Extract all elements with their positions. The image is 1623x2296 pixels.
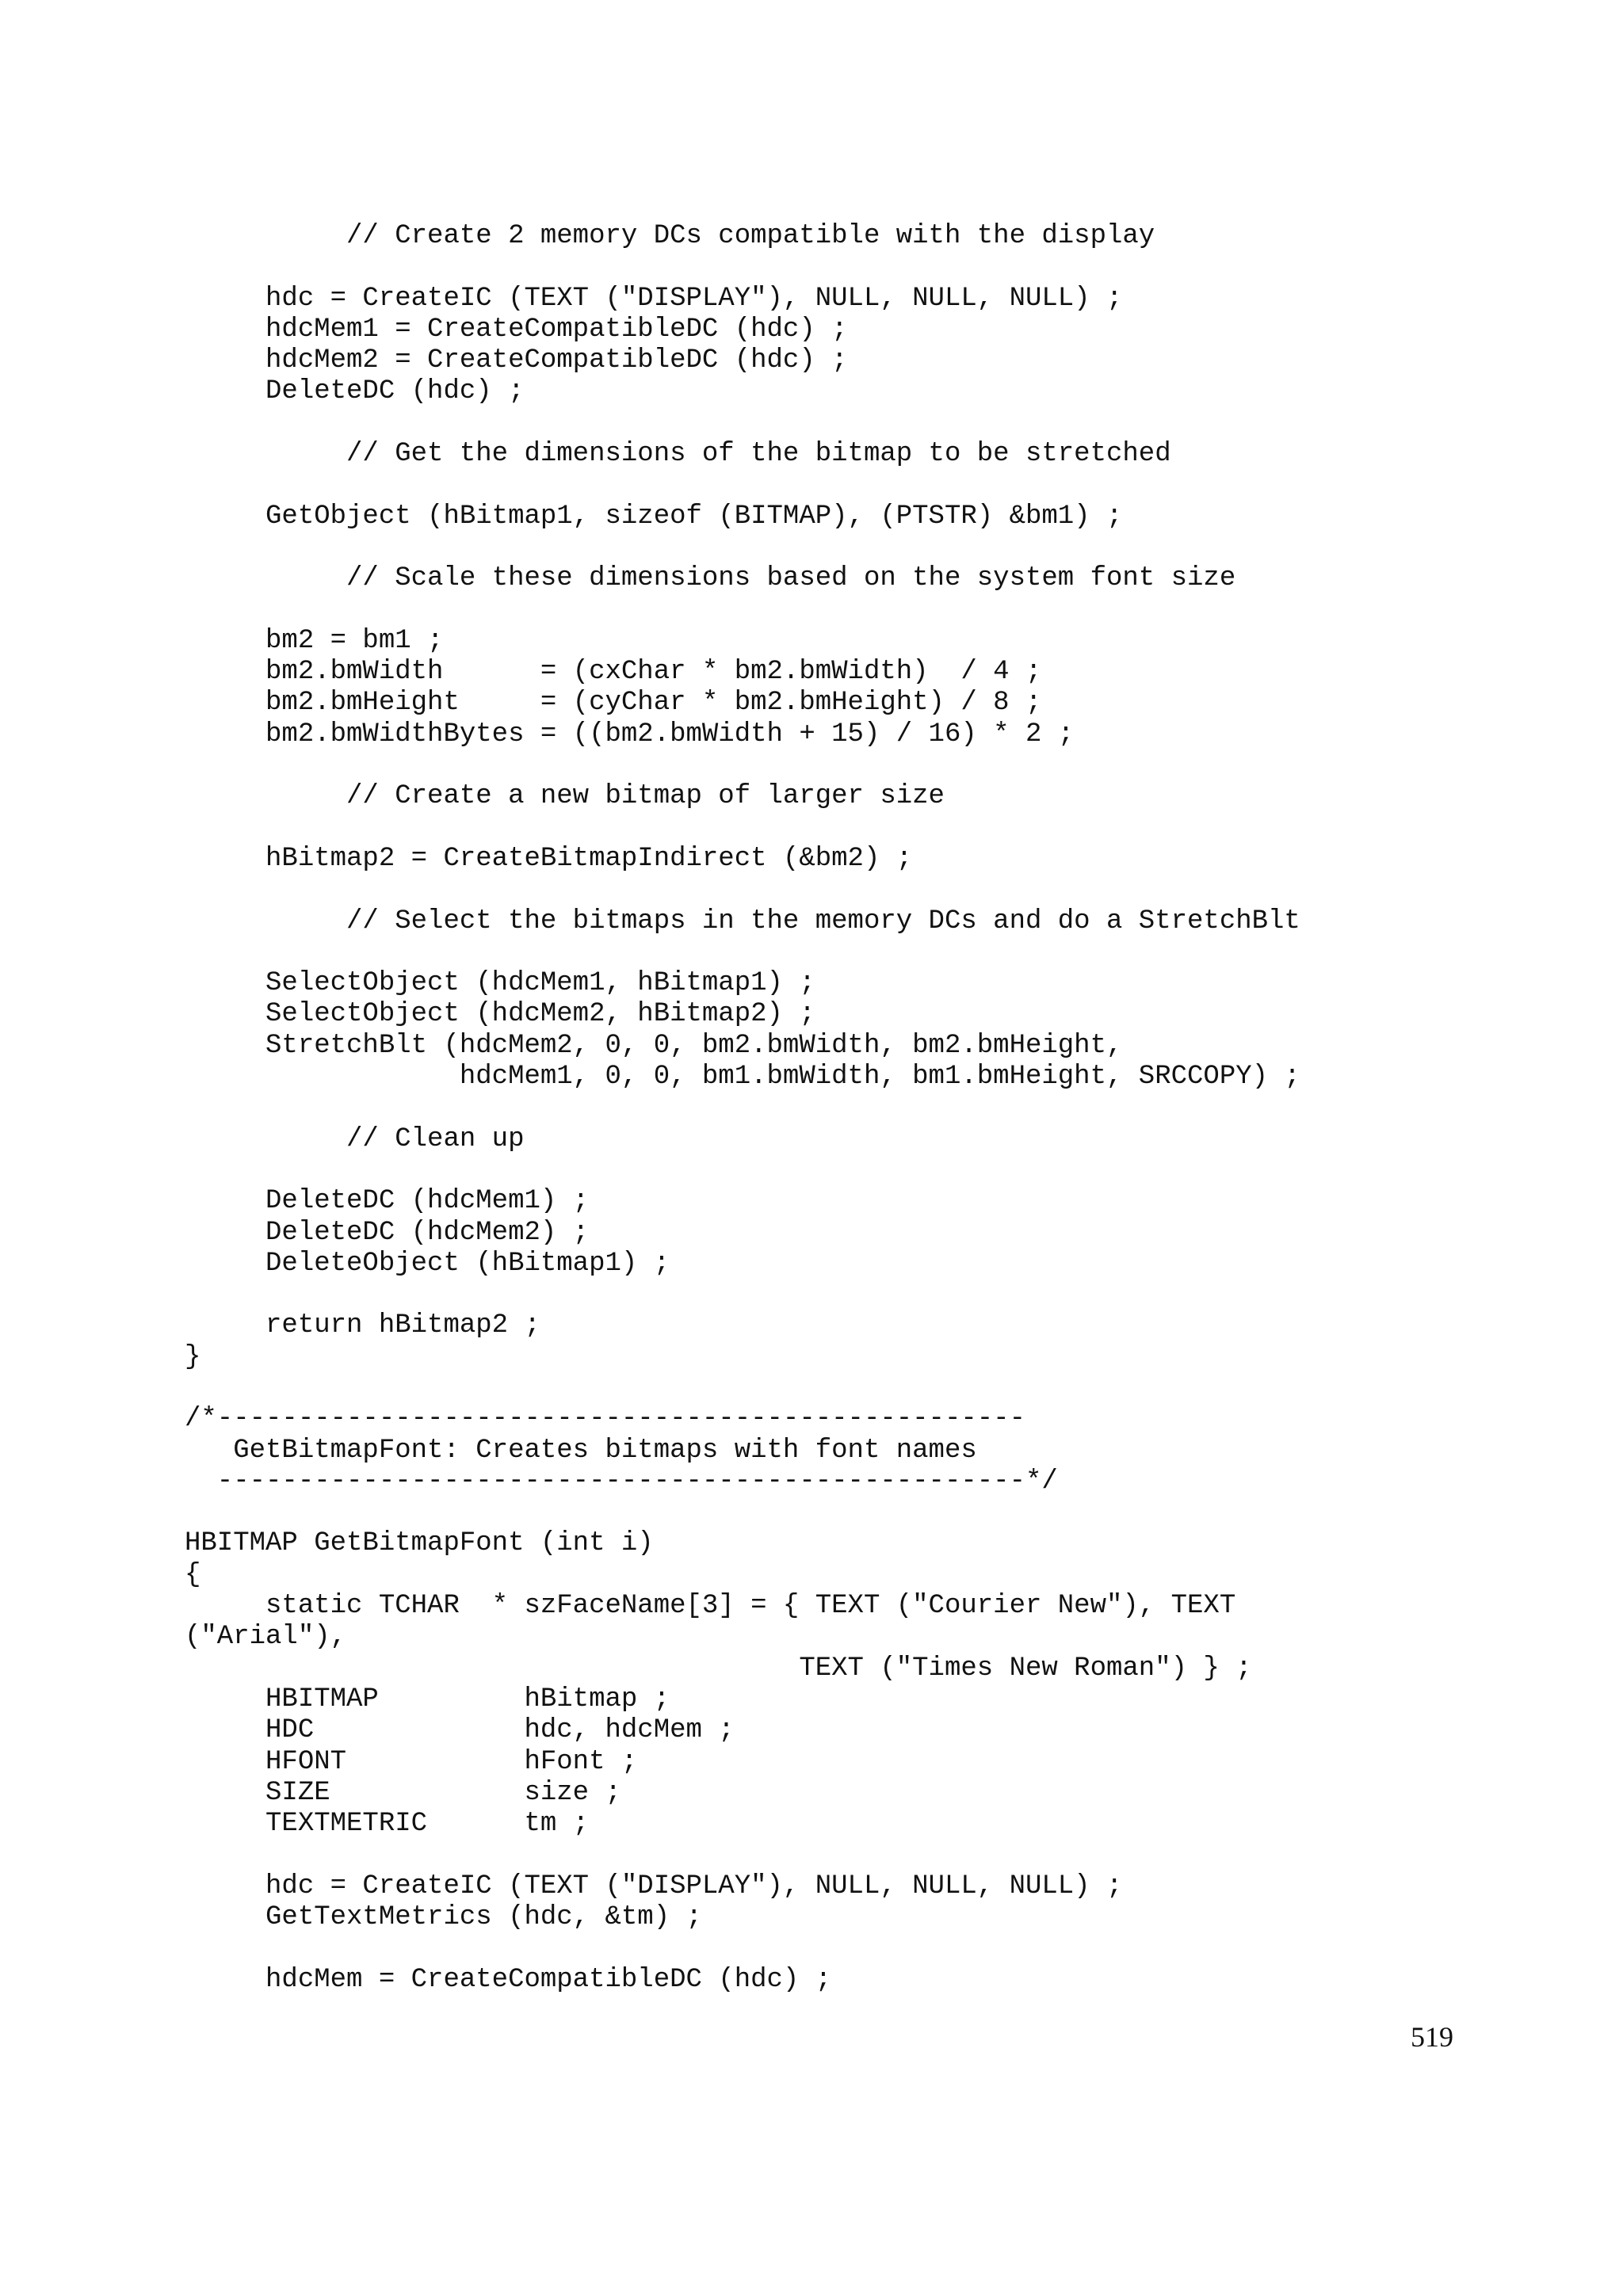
code-line — [185, 252, 1564, 283]
code-line: GetObject (hBitmap1, sizeof (BITMAP), (PTSTR) &bm1) ; — [185, 501, 1123, 532]
code-listing — [185, 221, 1564, 1996]
code-line: // Get the dimensions of the bitmap to be stretched — [185, 439, 1171, 470]
code-line — [185, 1933, 1564, 1964]
code-line: // Select the bitmaps in the memory DCs and do a StretchBlt — [185, 906, 1300, 936]
code-line: bm2.bmHeight = (cyChar * bm2.bmHeight) / 8 ; — [185, 688, 1042, 719]
code-line: hdcMem2 = CreateCompatibleDC (hdc) ; — [185, 345, 848, 376]
code-line — [185, 408, 1564, 439]
code-line: // Clean up — [185, 1123, 525, 1154]
code-line — [185, 532, 1564, 563]
code-line: // Scale these dimensions based on the system font size — [185, 563, 1236, 594]
code-line — [185, 875, 1564, 906]
code-line — [185, 470, 1564, 501]
code-line: hdcMem1, 0, 0, bm1.bmWidth, bm1.bmHeight, SRCCOPY) ; — [185, 1062, 1300, 1093]
code-line: DeleteDC (hdc) ; — [185, 376, 525, 407]
code-line: hBitmap2 = CreateBitmapIndirect (&bm2) ; — [185, 843, 913, 874]
code-line: hdc = CreateIC (TEXT ("DISPLAY"), NULL, NULL, NULL) ; — [185, 1871, 1123, 1901]
code-line — [185, 1093, 1564, 1123]
code-line: SelectObject (hdcMem2, hBitmap2) ; — [185, 999, 815, 1030]
code-line — [185, 1497, 1564, 1528]
code-line: hdcMem = CreateCompatibleDC (hdc) ; — [185, 1964, 832, 1995]
code-line: HDC hdc, hdcMem ; — [185, 1715, 735, 1746]
code-line: bm2.bmWidthBytes = ((bm2.bmWidth + 15) / 16) * 2 ; — [185, 719, 1075, 749]
code-line: hdcMem1 = CreateCompatibleDC (hdc) ; — [185, 314, 848, 345]
code-line: // Create 2 memory DCs compatible with the display — [185, 221, 1155, 251]
code-line: return hBitmap2 ; — [185, 1310, 540, 1341]
code-line — [185, 1373, 1564, 1404]
code-line — [185, 595, 1564, 626]
code-line: { — [185, 1559, 201, 1590]
code-line — [185, 750, 1564, 781]
code-line: HFONT hFont ; — [185, 1746, 638, 1777]
page-number: 519 — [1411, 2021, 1453, 2053]
code-line: HBITMAP GetBitmapFont (int i) — [185, 1528, 654, 1559]
code-line: StretchBlt (hdcMem2, 0, 0, bm2.bmWidth, bm2.bmHeight, — [185, 1030, 1123, 1061]
code-line: TEXTMETRIC tm ; — [185, 1809, 590, 1840]
code-line: } — [185, 1341, 201, 1372]
code-line: DeleteDC (hdcMem1) ; — [185, 1186, 590, 1217]
code-line: /*-------------------------------------------------- — [185, 1404, 1025, 1435]
code-line: bm2 = bm1 ; — [185, 625, 444, 656]
code-line: SIZE size ; — [185, 1777, 621, 1808]
code-line: ("Arial"), — [185, 1622, 347, 1653]
code-line — [185, 1840, 1564, 1871]
code-line: DeleteDC (hdcMem2) ; — [185, 1217, 590, 1248]
code-line: --------------------------------------------------*/ — [185, 1466, 1058, 1497]
code-line: static TCHAR * szFaceName[3] = { TEXT ("Courier New"), TEXT — [185, 1591, 1236, 1622]
code-line — [185, 813, 1564, 844]
code-line — [185, 937, 1564, 968]
code-line: TEXT ("Times New Roman") } ; — [185, 1653, 1252, 1684]
code-line — [185, 1155, 1564, 1186]
code-line: SelectObject (hdcMem1, hBitmap1) ; — [185, 968, 815, 999]
code-line: // Create a new bitmap of larger size — [185, 781, 945, 812]
code-line: DeleteObject (hBitmap1) ; — [185, 1248, 670, 1279]
code-line: GetBitmapFont: Creates bitmaps with font names — [185, 1435, 977, 1466]
code-line: hdc = CreateIC (TEXT ("DISPLAY"), NULL, NULL, NULL) ; — [185, 283, 1123, 314]
code-line: GetTextMetrics (hdc, &tm) ; — [185, 1902, 702, 1933]
code-line: HBITMAP hBitmap ; — [185, 1684, 670, 1714]
code-line: bm2.bmWidth = (cxChar * bm2.bmWidth) / 4 ; — [185, 657, 1042, 688]
code-line — [185, 1280, 1564, 1310]
